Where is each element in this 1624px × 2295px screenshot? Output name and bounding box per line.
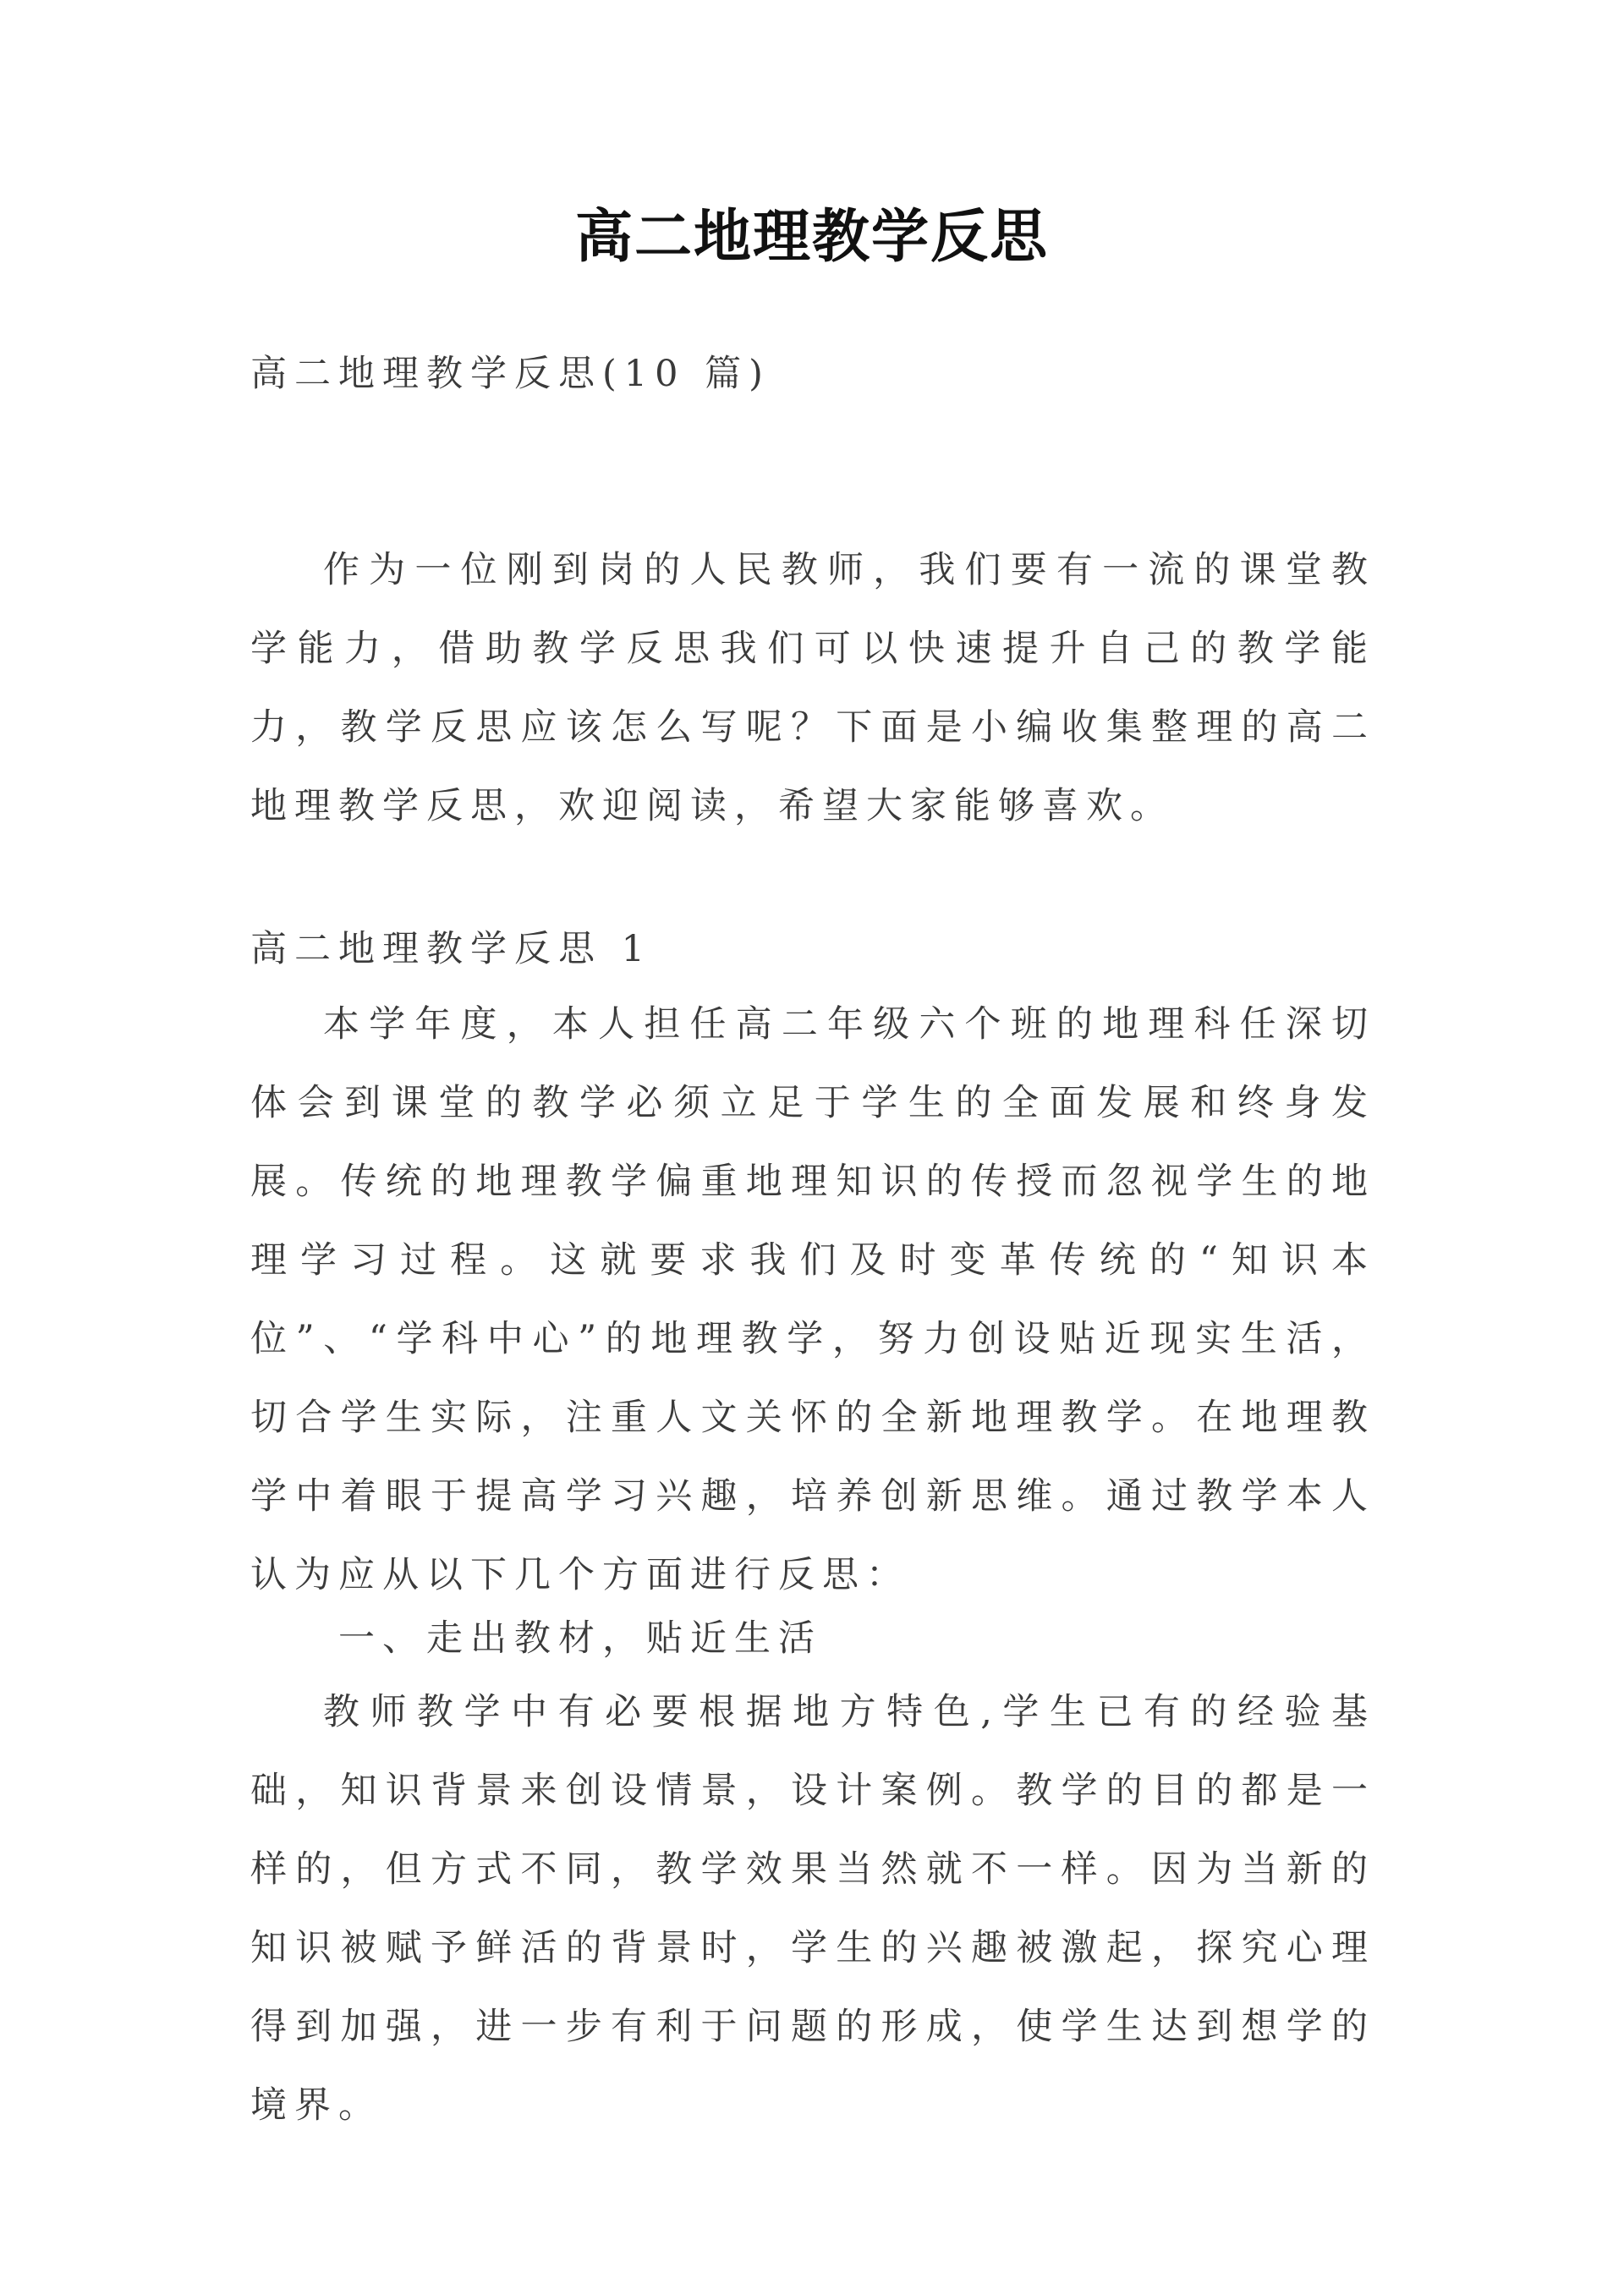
section-heading: 高二地理教学反思 1 (250, 928, 653, 970)
section-paragraph: 本学年度，本人担任高二年级六个班的地理科任深切体会到课堂的教学必须立足于学生的全面发展和终身发展。传统的地理教学偏重地理知识的传授而忽视学生的地理学习过程。这就要求我们及时变革传统的“知识本位”、“学科中心”的地理教学，努力创设贴近现实生活，切合学生实际，注重人文关怀的全新地理教学。在地理教学中着眼于提高学习兴趣，培养创新思维。通过教学本人认为应从以下几个方面进行反思： (250, 1003, 1375, 1596)
intro-paragraph: 作为一位刚到岗的人民教师，我们要有一流的课堂教学能力，借助教学反思我们可以快速提升自己的教学能力，教学反思应该怎么写呢？下面是小编收集整理的高二地理教学反思，欢迎阅读，希望大家能够喜欢。 (250, 549, 1375, 827)
point-paragraph: 教师教学中有必要根据地方特色,学生已有的经验基础，知识背景来创设情景，设计案例。教学的目的都是一样的，但方式不同，教学效果当然就不一样。因为当新的知识被赋予鲜活的背景时，学生的兴趣被激起，探究心理得到加强，进一步有利于问题的形成，使学生达到想学的境界。 (250, 1691, 1375, 2127)
document-subtitle: 高二地理教学反思(10 篇) (250, 353, 771, 395)
point-heading: 一、走出教材，贴近生活 (338, 1617, 822, 1660)
document-title: 高二地理教学反思 (574, 203, 1049, 271)
